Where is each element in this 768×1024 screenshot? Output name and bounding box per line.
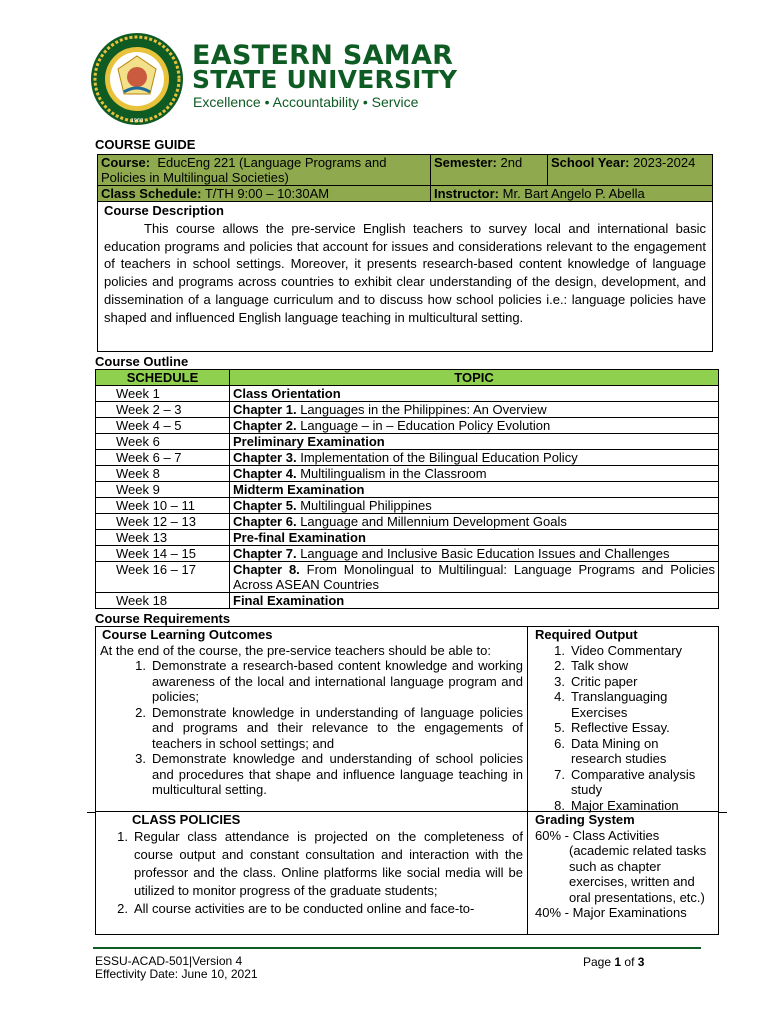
- list-text: Data Mining on research studies: [571, 735, 667, 766]
- class-policies-cell: [96, 812, 528, 934]
- outline-topic-title: Language and Inclusive Basic Education Issues and Challenges: [300, 546, 670, 561]
- list-text: Major Examination: [571, 797, 679, 813]
- outline-topic-chapter: Chapter 5.: [233, 498, 297, 513]
- learning-outcome-item: [100, 751, 523, 798]
- university-name-line1: EASTERN SAMAR: [192, 40, 454, 71]
- semester-label: Semester:: [434, 155, 497, 170]
- outline-row: [96, 482, 719, 498]
- outline-week: Week 1: [96, 386, 230, 402]
- list-text: Reflective Essay.: [571, 720, 670, 735]
- course-cell: [98, 155, 431, 186]
- required-output-item: [535, 720, 712, 736]
- list-number: 5.: [554, 720, 565, 735]
- university-name-line2: STATE UNIVERSITY: [192, 65, 458, 94]
- list-number: 6.: [554, 735, 565, 751]
- outline-week: Week 13: [96, 530, 230, 546]
- outline-topic: [230, 593, 719, 609]
- learning-outcomes-intro: At the end of the course, the pre-service teachers should be able to:: [100, 642, 491, 658]
- required-output-item: [535, 674, 712, 690]
- outline-topic: [230, 402, 719, 418]
- course-description-section: [97, 200, 713, 352]
- page-prefix: Page: [583, 955, 612, 969]
- outline-topic: [230, 482, 719, 498]
- schedule-column-header: SCHEDULE: [96, 370, 230, 386]
- schedule-label: Class Schedule:: [101, 186, 202, 201]
- outline-topic-title: Language – in – Education Policy Evolution: [300, 418, 551, 433]
- required-output-item: [535, 736, 712, 767]
- page-current: 1: [614, 955, 622, 969]
- outline-row: [96, 562, 719, 593]
- outline-topic-title: Multilingualism in the Classroom: [300, 466, 487, 481]
- outline-topic: [230, 562, 719, 593]
- course-label: Course:: [101, 155, 151, 170]
- required-output-list: [535, 643, 712, 814]
- required-output-item: [535, 767, 712, 798]
- outline-row: [96, 402, 719, 418]
- list-number: 3.: [554, 673, 565, 689]
- list-number: 4.: [554, 689, 565, 704]
- outline-topic: [230, 530, 719, 546]
- outline-topic-chapter: Chapter 1.: [233, 402, 297, 417]
- class-policies-heading: CLASS POLICIES: [132, 812, 241, 827]
- row-divider-mark: [719, 812, 727, 813]
- outline-week: Week 16 – 17: [96, 562, 230, 593]
- outline-topic-chapter: Chapter 8.: [233, 562, 300, 577]
- outline-topic-chapter: Midterm Examination: [233, 482, 365, 497]
- outline-topic-chapter: Final Examination: [233, 593, 345, 608]
- list-number: 2.: [554, 658, 565, 673]
- list-text: Regular class attendance is projected on the completeness of course output and constant consultation and interaction with the professor and the class. Online platforms like social media will be utilized to monitor progress of the graduate students;: [134, 829, 523, 898]
- university-tagline: Excellence • Accountability • Service: [193, 94, 419, 110]
- semester-value: 2nd: [500, 155, 523, 170]
- grading-item-class-activities: 60% - Class Activities: [535, 827, 660, 843]
- outline-row: [96, 498, 719, 514]
- outline-topic-title: Implementation of the Bilingual Education Policy: [300, 450, 578, 465]
- required-output-item: [535, 658, 712, 674]
- document-code: ESSU-ACAD-501|Version 4: [95, 954, 243, 968]
- outline-week: Week 6: [96, 434, 230, 450]
- footer-divider: [93, 947, 701, 949]
- outline-topic: [230, 546, 719, 562]
- outline-topic-chapter: Class Orientation: [233, 386, 341, 401]
- course-value: EducEng 221 (Language Programs and Policies in Multilingual Societies): [101, 155, 387, 185]
- learning-outcome-item: [100, 705, 523, 752]
- outline-topic-chapter: Chapter 7.: [233, 546, 297, 561]
- list-text: Comparative analysis study: [571, 766, 696, 797]
- outline-topic-chapter: Preliminary Examination: [233, 434, 385, 449]
- school-year-cell: [548, 155, 713, 186]
- list-number: 2.: [135, 704, 146, 720]
- course-outline-heading: Course Outline: [95, 354, 189, 369]
- outline-row: [96, 450, 719, 466]
- outline-row: [96, 546, 719, 562]
- list-text: Demonstrate knowledge in understanding of language policies and programs and their relevance to the engagements of teachers in school settings; and: [152, 704, 523, 751]
- list-number: 2.: [117, 901, 128, 916]
- learning-outcomes-cell: [96, 627, 528, 811]
- list-number: 7.: [554, 766, 565, 782]
- learning-outcomes-list: [100, 658, 523, 798]
- list-number: 8.: [554, 797, 565, 813]
- list-number: 1.: [135, 658, 146, 673]
- outline-topic-title: Multilingual Philippines: [300, 498, 432, 513]
- course-guide-title: COURSE GUIDE: [95, 137, 196, 152]
- outline-topic-title: Language and Millennium Development Goals: [300, 514, 567, 529]
- list-text: Talk show: [571, 658, 629, 673]
- class-policies-list: [100, 828, 523, 918]
- outline-topic: [230, 450, 719, 466]
- outline-week: Week 18: [96, 593, 230, 609]
- outline-week: Week 4 – 5: [96, 418, 230, 434]
- university-seal-logo: [90, 32, 184, 126]
- outline-topic-title: From Monolingual to Multilingual: Language Programs and Policies Across ASEAN Countries: [233, 562, 715, 592]
- outline-topic-chapter: Chapter 2.: [233, 418, 297, 433]
- class-policies-table: [95, 811, 719, 935]
- course-requirements-heading: Course Requirements: [95, 611, 231, 626]
- grading-item-major-exams: 40% - Major Examinations: [535, 905, 687, 920]
- topic-column-header: TOPIC: [230, 370, 719, 386]
- grading-system-heading: Grading System: [535, 812, 635, 827]
- list-number: 1.: [117, 829, 128, 844]
- list-number: 3.: [135, 751, 146, 766]
- outline-row: [96, 514, 719, 530]
- outline-week: Week 2 – 3: [96, 402, 230, 418]
- outline-topic-chapter: Chapter 4.: [233, 466, 297, 481]
- course-requirements-table: [95, 626, 719, 812]
- svg-text:1960: 1960: [130, 118, 144, 124]
- outline-row: [96, 466, 719, 482]
- grading-item-class-activities-detail: (academic related tasks such as chapter exercises, written and oral presentations, etc.): [569, 843, 707, 905]
- page-of: of: [624, 955, 635, 969]
- outline-topic: [230, 386, 719, 402]
- course-outline-table: [95, 369, 719, 609]
- outline-row: [96, 386, 719, 402]
- row-divider-mark: [87, 812, 95, 813]
- outline-row: [96, 593, 719, 609]
- list-text: All course activities are to be conducted online and face-to-: [134, 901, 475, 916]
- outline-week: Week 14 – 15: [96, 546, 230, 562]
- course-description-heading: Course Description: [104, 203, 224, 218]
- class-policy-item: [100, 828, 523, 900]
- outline-row: [96, 418, 719, 434]
- outline-topic-chapter: Pre-final Examination: [233, 530, 366, 545]
- required-output-cell: [529, 627, 718, 811]
- instructor-label: Instructor:: [434, 186, 499, 201]
- outline-topic-title: Languages in the Philippines: An Overview: [300, 402, 547, 417]
- list-text: Demonstrate a research-based content knowledge and working awareness of the local and international language program and policies;: [152, 658, 523, 704]
- school-year-label: School Year:: [551, 155, 630, 170]
- list-text: Translanguaging Exercises: [571, 689, 668, 720]
- outline-row: [96, 434, 719, 450]
- outline-week: Week 9: [96, 482, 230, 498]
- page-number: [583, 955, 644, 969]
- learning-outcomes-heading: Course Learning Outcomes: [102, 627, 273, 642]
- outline-week: Week 8: [96, 466, 230, 482]
- class-policy-item: [100, 900, 523, 918]
- outline-topic: [230, 498, 719, 514]
- learning-outcome-item: [100, 658, 523, 705]
- outline-topic-chapter: Chapter 3.: [233, 450, 297, 465]
- course-info-table: [97, 154, 713, 202]
- outline-row: [96, 530, 719, 546]
- outline-topic: [230, 434, 719, 450]
- list-text: Video Commentary: [571, 642, 683, 658]
- outline-topic: [230, 418, 719, 434]
- effectivity-date: Effectivity Date: June 10, 2021: [95, 967, 258, 981]
- course-description-text: This course allows the pre-service English teachers to survey local and international basic education programs and policies that account for issues and considerations relevant to the engagement of teachers in school settings. Moreover, it presents research-based content knowledge of language policies and programs across countries to exhibit clear understanding of the design, development, and dissemination of a language curriculum and to discuss how school policies i.e.: language policies have shaped and influenced English language teaching in multicultural setting.: [104, 220, 706, 325]
- outline-topic: [230, 466, 719, 482]
- outline-week: Week 10 – 11: [96, 498, 230, 514]
- footer-doc-info: [95, 955, 258, 981]
- school-year-value: 2023-2024: [633, 155, 696, 170]
- list-text: Critic paper: [571, 673, 638, 689]
- instructor-value: Mr. Bart Angelo P. Abella: [502, 186, 645, 201]
- outline-topic-chapter: Chapter 6.: [233, 514, 297, 529]
- required-output-heading: Required Output: [535, 627, 638, 642]
- page-total: 3: [637, 955, 645, 969]
- grading-system-cell: [529, 812, 718, 934]
- outline-topic: [230, 514, 719, 530]
- schedule-value: T/TH 9:00 – 10:30AM: [204, 186, 330, 201]
- semester-cell: [431, 155, 548, 186]
- list-text: Demonstrate knowledge and understanding of school policies and procedures that shape and influence language teaching in multicultural setting.: [152, 751, 523, 797]
- required-output-item: [535, 643, 712, 659]
- required-output-item: [535, 689, 712, 720]
- list-number: 1.: [554, 642, 565, 658]
- outline-week: Week 6 – 7: [96, 450, 230, 466]
- outline-week: Week 12 – 13: [96, 514, 230, 530]
